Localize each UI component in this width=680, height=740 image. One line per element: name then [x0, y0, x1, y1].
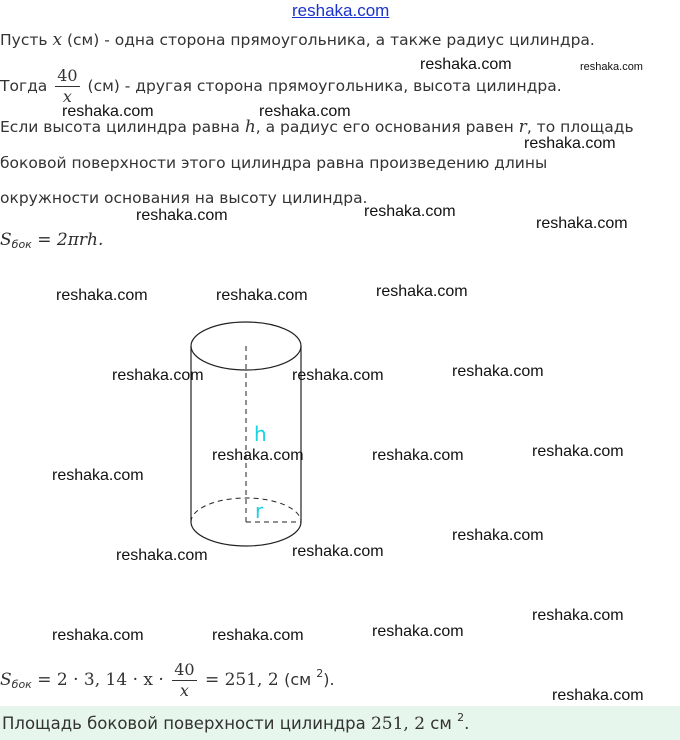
text-fragment: Если высота цилиндра равна — [0, 118, 245, 136]
watermark: reshaka.com — [136, 207, 228, 224]
watermark: reshaka.com — [62, 103, 154, 120]
text-fragment: Пусть — [0, 31, 53, 49]
watermark: reshaka.com — [212, 627, 304, 644]
math-var: x — [52, 30, 63, 50]
watermark: reshaka.com — [292, 543, 384, 560]
watermark: reshaka.com — [532, 443, 624, 460]
watermark: reshaka.com — [364, 203, 456, 220]
math-subscript: бок — [11, 238, 32, 251]
site-link[interactable]: reshaka.com — [292, 1, 390, 20]
text-fragment: Тогда — [0, 77, 53, 95]
watermark: reshaka.com — [372, 447, 464, 464]
watermark: reshaka.com — [452, 527, 544, 544]
text-fragment: (см) - одна сторона прямоугольника, а также радиус цилиндра. — [62, 31, 595, 49]
math-var: S — [0, 230, 12, 250]
math-expression: = 2πrh. — [31, 230, 104, 250]
superscript: 2 — [457, 711, 465, 724]
watermark: reshaka.com — [259, 103, 351, 120]
formula-lateral-area — [0, 230, 103, 251]
fraction-denominator: x — [62, 87, 72, 106]
watermark: reshaka.com — [536, 215, 628, 232]
watermark: reshaka.com — [292, 367, 384, 384]
superscript: 2 — [316, 667, 324, 680]
text-fragment: , а радиус его основания равен — [255, 118, 519, 136]
math-var: r — [518, 117, 527, 137]
fraction — [172, 660, 196, 701]
text-fragment: (см) - другая сторона прямоугольника, высота цилиндра. — [82, 77, 562, 95]
math-expression: = 2 · 3, 14 · x · — [31, 670, 170, 690]
watermark: reshaka.com — [372, 623, 464, 640]
height-label: h — [254, 422, 267, 446]
unit-text: ). — [323, 670, 335, 689]
math-var: h — [244, 117, 256, 137]
watermark: reshaka.com — [216, 287, 308, 304]
math-expression: = 251, 2 — [199, 670, 285, 690]
watermark: reshaka.com — [112, 367, 204, 384]
fraction — [55, 66, 79, 107]
watermark: reshaka.com — [524, 135, 616, 152]
math-subscript: бок — [11, 678, 32, 691]
answer-text: . — [464, 714, 470, 733]
watermark: reshaka.com — [532, 607, 624, 624]
math-var: S — [0, 670, 12, 690]
watermark: reshaka.com — [420, 56, 512, 73]
paragraph-line-1 — [0, 29, 595, 51]
text-fragment: , то площадь — [526, 118, 634, 136]
answer-value: 251, 2 — [370, 714, 426, 734]
cylinder-diagram — [180, 310, 320, 570]
fraction-numerator: 40 — [57, 66, 78, 85]
watermark: reshaka.com — [212, 447, 304, 464]
watermark: reshaka.com — [52, 627, 144, 644]
answer-text: Площадь боковой поверхности цилиндра — [2, 714, 371, 733]
answer-statement — [2, 711, 469, 734]
fraction-numerator: 40 — [174, 660, 195, 679]
paragraph-line-4: боковой поверхности этого цилиндра равна произведению длины — [0, 154, 548, 172]
watermark: reshaka.com — [376, 283, 468, 300]
unit-text: (см — [284, 670, 317, 689]
watermark: reshaka.com — [552, 687, 644, 704]
fraction-denominator: x — [179, 681, 189, 700]
answer-unit: см — [425, 714, 458, 733]
watermark: reshaka.com — [452, 363, 544, 380]
watermark: reshaka.com — [56, 287, 148, 304]
formula-calculation — [0, 660, 335, 701]
watermark: reshaka.com — [52, 467, 144, 484]
paragraph-line-5: окружности основания на высоту цилиндра. — [0, 189, 368, 207]
radius-label: r — [255, 499, 264, 523]
watermark: reshaka.com — [116, 547, 208, 564]
watermark: reshaka.com — [580, 61, 643, 73]
